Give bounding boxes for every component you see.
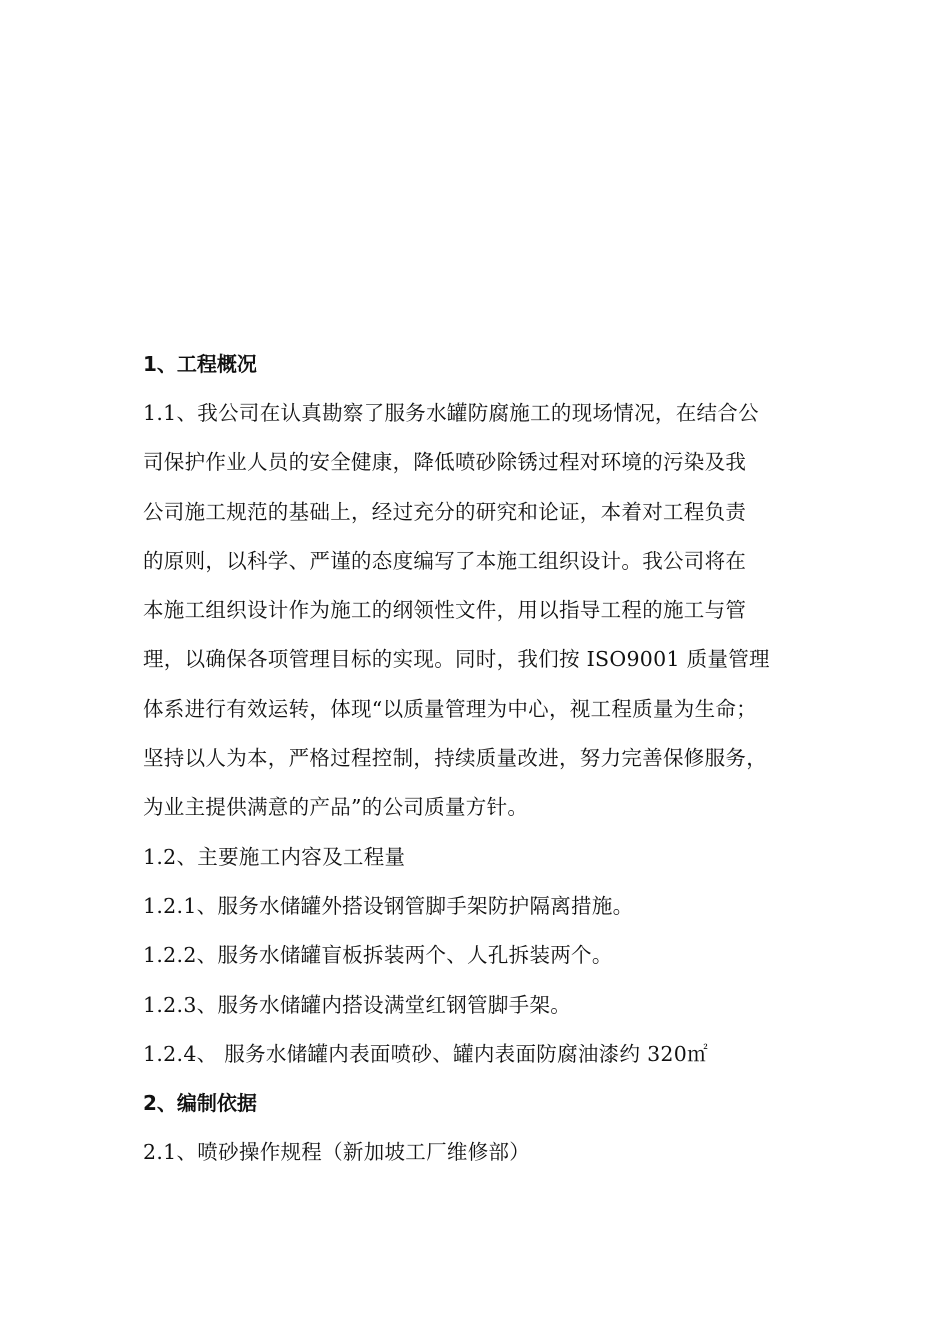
paragraph-line: 1.1、我公司在认真勘察了服务水罐防腐施工的现场情况，在结合公 [143, 401, 759, 425]
paragraph-line: 为业主提供满意的产品”的公司质量方针。 [143, 795, 529, 820]
paragraph-1-1 [143, 389, 823, 833]
document-body [143, 340, 823, 1177]
paragraph-line: 的原则，以科学、严谨的态度编写了本施工组织设计。我公司将在 [143, 548, 747, 573]
paragraph-line: 体系进行有效运转，体现“以质量管理为中心，视工程质量为生命； [143, 696, 757, 721]
paragraph-line: 本施工组织设计作为施工的纲领性文件，用以指导工程的施工与管 [143, 598, 747, 623]
list-item: 1.2.3、服务水储罐内搭设满堂红钢管脚手架。 [143, 992, 572, 1017]
list-item: 1.2.2、服务水储罐盲板拆装两个、人孔拆装两个。 [143, 943, 613, 968]
list-item: 1.2.4、 服务水储罐内表面喷砂、罐内表面防腐油漆约 320㎡ [143, 1041, 708, 1066]
list-item: 1.2.1、服务水储罐外搭设钢管脚手架防护隔离措施。 [143, 893, 634, 918]
list-item: 2.1、喷砂操作规程（新加坡工厂维修部） [143, 1140, 531, 1165]
paragraph-line: 司保护作业人员的安全健康，降低喷砂除锈过程对环境的污染及我 [143, 450, 747, 475]
section-1-heading: 1、工程概况 [143, 352, 257, 376]
paragraph-line: 理，以确保各项管理目标的实现。同时，我们按 ISO9001 质量管理 [143, 647, 770, 672]
paragraph-line: 坚持以人为本，严格过程控制，持续质量改进，努力完善保修服务， [143, 746, 767, 771]
subsection-1-2-heading: 1.2、主要施工内容及工程量 [143, 844, 406, 869]
paragraph-line: 公司施工规范的基础上，经过充分的研究和论证，本着对工程负责 [143, 499, 747, 524]
section-2-heading: 2、编制依据 [143, 1091, 257, 1116]
